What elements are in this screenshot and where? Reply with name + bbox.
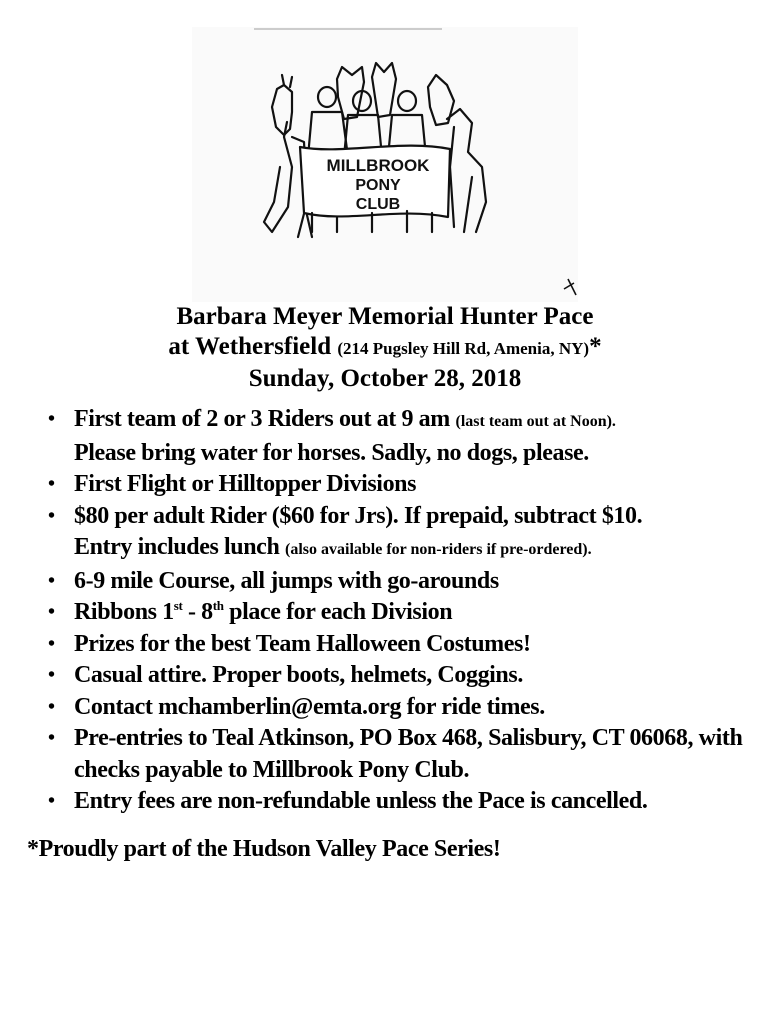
detail-water-dogs: Please bring water for horses. Sadly, no dogs, please. — [74, 439, 589, 466]
detail-attire: Casual attire. Proper boots, helmets, Coggins. — [74, 662, 523, 688]
logo-banner-line2: PONY — [355, 177, 401, 194]
detail-fees: $80 per adult Rider ($60 for Jrs). If prepaid, subtract $10. — [74, 502, 643, 529]
detail-start-time: First team of 2 or 3 Riders out at 9 am — [74, 406, 450, 432]
detail-ribbons-sup2: th — [212, 598, 224, 613]
detail-course: 6-9 mile Course, all jumps with go-arounds — [74, 567, 499, 594]
bullet-icon: • — [48, 695, 55, 718]
series-footer: *Proudly part of the Hudson Valley Pace Series! — [27, 836, 501, 862]
location-asterisk: * — [589, 333, 602, 360]
list-item — [48, 692, 748, 724]
list-item — [48, 629, 748, 661]
location-detail: (214 Pugsley Hill Rd, Amenia, NY) — [337, 339, 590, 358]
logo-drawing — [192, 27, 578, 302]
list-item — [48, 723, 748, 786]
bullet-icon: • — [48, 601, 55, 623]
detail-lunch-note: (also available for non-riders if pre-ordered). — [285, 541, 592, 558]
event-title: Barbara Meyer Memorial Hunter Pace — [176, 303, 594, 330]
event-location — [0, 332, 770, 364]
bullet-icon: • — [48, 408, 55, 430]
detail-lunch: Entry includes lunch — [74, 534, 280, 560]
logo-banner-line3: CLUB — [355, 196, 401, 213]
millbrook-pony-club-logo — [192, 27, 578, 302]
location-prefix: at Wethersfield — [168, 333, 332, 360]
bullet-icon: • — [48, 664, 55, 686]
list-item — [48, 566, 748, 598]
detail-divisions: First Flight or Hilltopper Divisions — [74, 471, 417, 497]
bullet-icon: • — [48, 473, 55, 495]
detail-pre-entries: Pre-entries to Teal Atkinson, PO Box 468, Salisbury, CT 06068, with checks payable to Millbrook Pony Club. — [74, 725, 743, 783]
detail-refund-policy: Entry fees are non-refundable unless the Pace is cancelled. — [74, 788, 648, 814]
event-date: Sunday, October 28, 2018 — [248, 365, 522, 392]
event-details-list — [48, 404, 748, 818]
list-item — [48, 501, 748, 566]
detail-last-team: (last team out at Noon). — [455, 413, 616, 430]
list-item — [48, 469, 748, 501]
detail-ribbons-c: place for each Division — [223, 599, 453, 625]
bullet-icon: • — [48, 790, 55, 812]
bullet-icon: • — [48, 632, 55, 655]
detail-costumes: Prizes for the best Team Halloween Costumes! — [74, 630, 531, 657]
list-item — [48, 404, 748, 469]
list-item — [48, 660, 748, 692]
list-item — [48, 786, 748, 818]
detail-ribbons-b: - 8 — [182, 599, 213, 625]
logo-banner-line1: MILLBROOK — [326, 156, 430, 175]
detail-ribbons-sup1: st — [173, 598, 183, 613]
bullet-icon: • — [48, 504, 55, 527]
detail-contact: Contact mchamberlin@emta.org for ride times. — [74, 693, 545, 720]
bullet-icon: • — [48, 727, 55, 749]
list-item — [48, 597, 748, 629]
bullet-icon: • — [48, 569, 55, 592]
detail-ribbons-a: Ribbons 1 — [74, 599, 174, 625]
